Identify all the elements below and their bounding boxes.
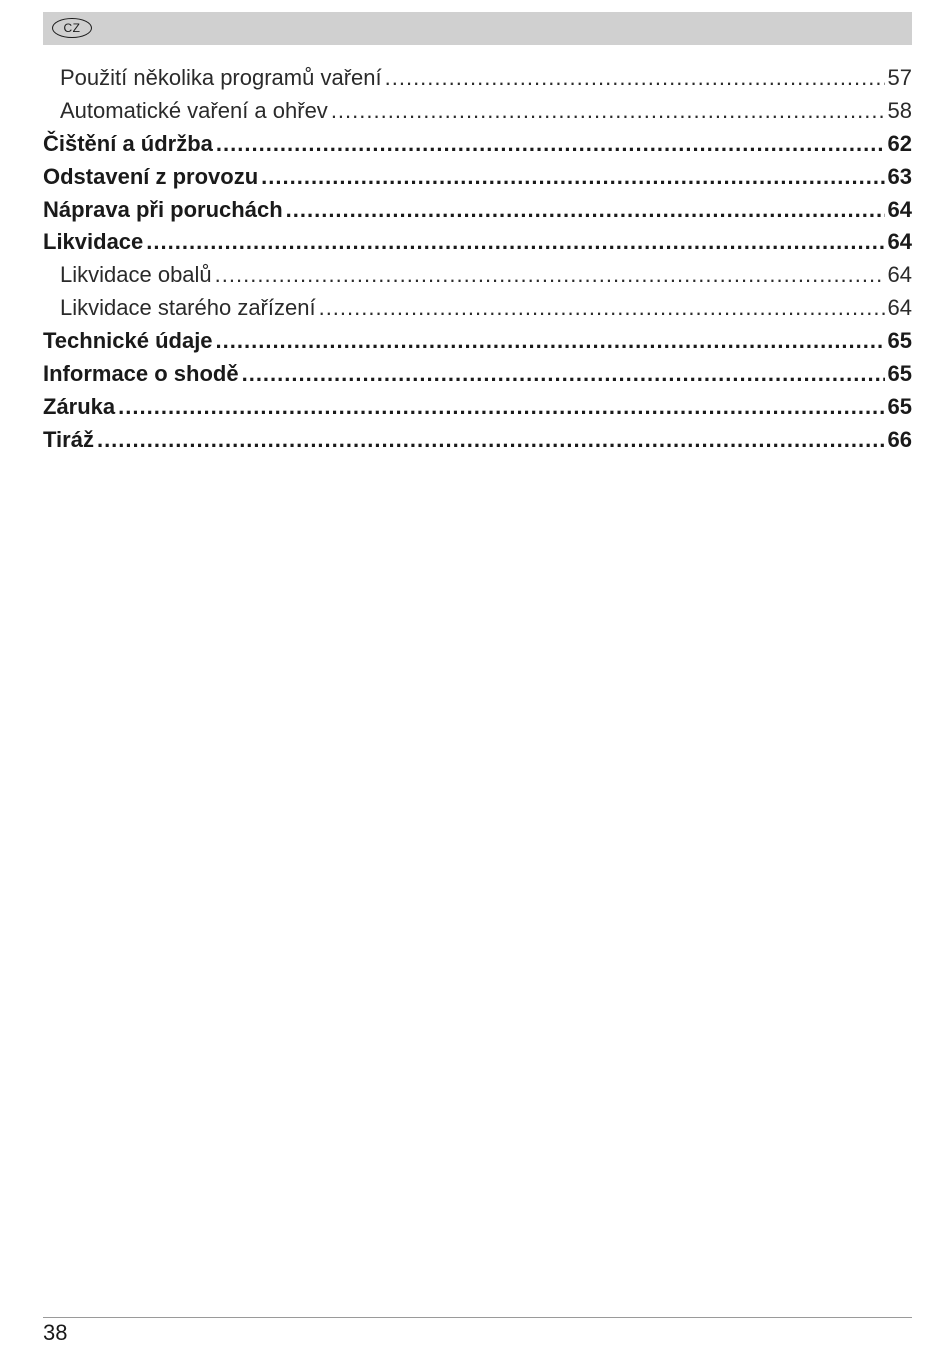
toc-dot-leader: [216, 325, 885, 358]
toc-entry[interactable]: [43, 128, 912, 161]
toc-entry-page: 65: [887, 393, 912, 419]
toc-entry[interactable]: [43, 358, 912, 391]
toc-entry-title: Záruka: [43, 393, 116, 419]
toc-entry-page: 58: [887, 97, 912, 123]
toc-entry-page: 65: [887, 328, 912, 354]
toc-dot-leader: [146, 226, 884, 259]
toc-entry-title: Likvidace starého zařízení: [60, 295, 316, 321]
toc-entry-title: Čištění a údržba: [43, 130, 213, 156]
toc-dot-leader: [286, 194, 885, 227]
toc-entry-title: Likvidace obalů: [60, 262, 212, 288]
toc-entry-title: Tiráž: [43, 426, 94, 452]
toc-entry[interactable]: [43, 259, 912, 292]
toc-entry-title: Použití několika programů vaření: [60, 65, 382, 90]
toc-entry-page: 64: [887, 295, 912, 321]
toc-entry[interactable]: [43, 161, 912, 194]
toc-entry-page: 57: [887, 65, 912, 90]
toc-entry-page: 64: [887, 262, 912, 288]
toc-entry-page: 64: [887, 229, 912, 255]
toc-entry-page: 66: [887, 426, 912, 452]
toc-entry-title: Technické údaje: [43, 328, 213, 354]
toc-dot-leader: [97, 424, 885, 457]
footer-divider: [43, 1317, 912, 1318]
toc-dot-leader: [261, 161, 884, 194]
toc-entry[interactable]: [43, 325, 912, 358]
toc-dot-leader: [385, 62, 885, 95]
toc-entry[interactable]: [43, 292, 912, 325]
toc-entry[interactable]: [43, 226, 912, 259]
toc-entry[interactable]: [43, 62, 912, 95]
toc-entry-page: 65: [887, 361, 912, 387]
toc-dot-leader: [216, 128, 885, 161]
toc-entry-title: Odstavení z provozu: [43, 163, 259, 189]
toc-dot-leader: [215, 259, 885, 292]
toc-dot-leader: [331, 95, 885, 128]
toc-dot-leader: [242, 358, 885, 391]
toc-entry-title: Náprava při poruchách: [43, 196, 283, 222]
toc-entry-title: Informace o shodě: [43, 361, 239, 387]
page-number: 38: [43, 1320, 68, 1345]
toc-entry[interactable]: [43, 95, 912, 128]
toc-entry-title: Likvidace: [43, 229, 144, 255]
toc-entry-title: Automatické vaření a ohřev: [60, 97, 328, 123]
table-of-contents: [43, 62, 912, 457]
toc-entry-page: 63: [887, 163, 912, 189]
toc-entry[interactable]: [43, 391, 912, 424]
header-bar: [43, 12, 912, 45]
language-badge: CZ: [52, 18, 92, 38]
toc-entry[interactable]: [43, 194, 912, 227]
toc-dot-leader: [118, 391, 884, 424]
toc-entry-page: 64: [887, 196, 912, 222]
toc-entry[interactable]: [43, 424, 912, 457]
toc-dot-leader: [319, 292, 885, 325]
toc-entry-page: 62: [887, 130, 912, 156]
